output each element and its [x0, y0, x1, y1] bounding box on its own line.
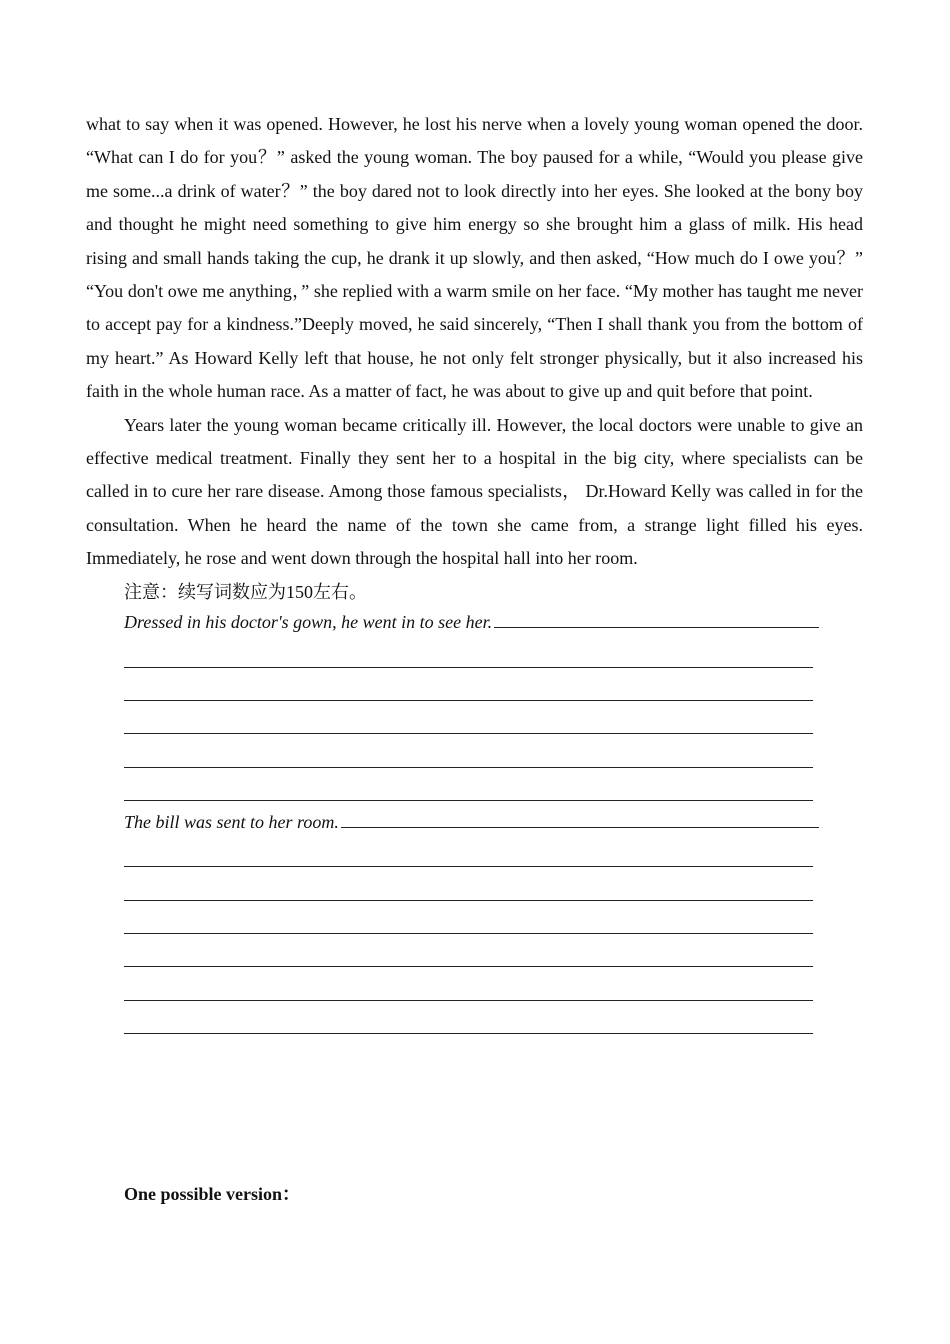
story-paragraph-2: Years later the young woman became critically ill. However, the local doctors were unable to give an effective medical treatment. Finally they sent her to a hospital in the big city, where specialists can be called in to cure her rare disease. Among those famous specialists， Dr.Howard Kelly was called in for the consultation. When he heard the name of the town she came from, a strange light filled his eyes. Immediately, he rose and went down through the hospital hall into her room. [86, 414, 863, 569]
possible-version-heading: One possible version： [124, 1184, 301, 1204]
answer-line[interactable] [124, 1009, 819, 1042]
answer-line[interactable] [124, 676, 819, 709]
answer-line[interactable] [124, 909, 819, 942]
answer-line[interactable] [124, 742, 819, 775]
prompt-line-2 [124, 809, 819, 842]
document-content [86, 108, 863, 1042]
answer-line[interactable] [124, 942, 819, 975]
answer-blank[interactable] [341, 809, 819, 828]
prompt-line-1 [124, 609, 819, 642]
answer-line[interactable] [124, 709, 819, 742]
answer-line[interactable] [124, 975, 819, 1008]
answer-line[interactable] [124, 875, 819, 908]
story-paragraph-1: what to say when it was opened. However, he lost his nerve when a lovely young woman opened the door. “What can I do for you？” asked the young woman. The boy paused for a while, “Would you please give me some...a drink of water？” the boy dared not to look directly into her eyes. She looked at the bony boy and thought he might need something to give him energy so she brought him a glass of milk. His head rising and small hands taking the cup, he drank it up slowly, and then asked, “How much do I owe you？” “You don't owe me anything，” she replied with a warm smile on her face. “My mother has taught me never to accept pay for a kindness.”Deeply moved, he said sincerely, “Then I shall thank you from the bottom of my heart.” As Howard Kelly left that house, he not only felt stronger physically, but it also increased his faith in the whole human race. As a matter of fact, he was about to give up and quit before that point. [86, 114, 863, 402]
word-count-note: 注意：续写词数应为150左右。 [124, 581, 367, 602]
answer-line[interactable] [124, 776, 819, 809]
answer-line[interactable] [124, 642, 819, 675]
writing-area [124, 609, 819, 1042]
second-paragraph-prompt: The bill was sent to her room. [124, 811, 339, 832]
first-paragraph-prompt: Dressed in his doctor's gown, he went in to see her. [124, 612, 493, 633]
answer-blank[interactable] [494, 609, 819, 628]
answer-line[interactable] [124, 842, 819, 875]
